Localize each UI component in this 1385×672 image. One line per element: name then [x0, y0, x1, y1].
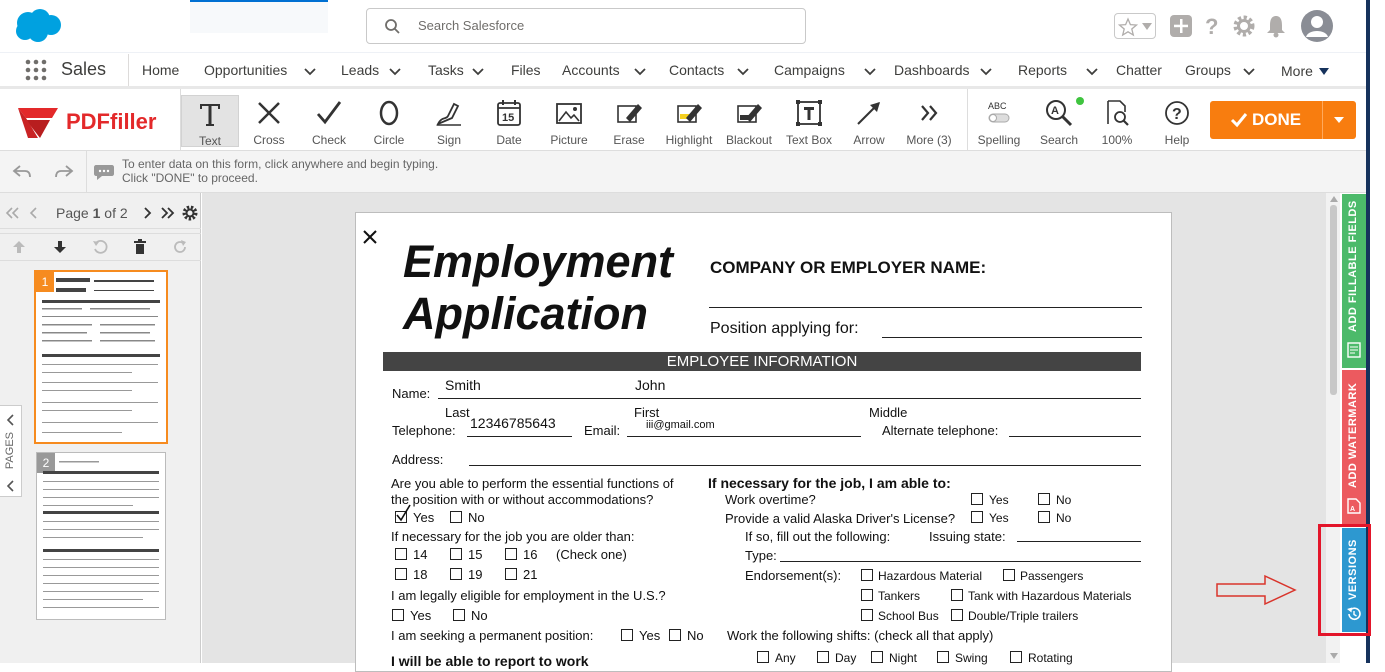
watermark-icon [1347, 498, 1361, 514]
tool-label: Text Box [785, 133, 833, 147]
add-watermark-tab[interactable] [1342, 370, 1366, 524]
essential-no-checkbox[interactable] [450, 511, 462, 523]
text-tool-button[interactable] [181, 95, 239, 147]
highlighter-icon [674, 98, 704, 128]
chevron-left-icon [5, 480, 15, 492]
global-create-icon[interactable] [1168, 13, 1194, 39]
chevron-down-icon[interactable] [387, 63, 403, 79]
prev-page-icon[interactable] [26, 205, 40, 221]
no-label: No [468, 510, 485, 525]
tool-label: Cross [253, 133, 285, 147]
shift-label: Night [889, 651, 918, 665]
zoom-button[interactable] [1088, 95, 1146, 147]
company-label: COMPANY OR EMPLOYER NAME: [710, 258, 987, 277]
address-field[interactable] [469, 465, 1141, 466]
overtime-label: Work overtime? [725, 492, 816, 507]
pages-collapse-tab[interactable] [0, 405, 22, 497]
hazmat-checkbox[interactable] [861, 569, 873, 581]
tool-label: 100% [1101, 133, 1133, 147]
app-launcher-icon[interactable] [24, 58, 48, 82]
yes-label: Yes [413, 510, 435, 525]
yes-label: Yes [989, 511, 1009, 525]
highlight-tool-button[interactable] [660, 95, 718, 147]
shift-rotating-checkbox[interactable] [1010, 651, 1022, 663]
circle-icon [374, 98, 404, 128]
chevron-down-icon[interactable] [302, 63, 318, 79]
endorsement-label: Passengers [1020, 569, 1084, 583]
notifications-bell-icon[interactable] [1263, 13, 1289, 39]
no-label: No [687, 628, 704, 643]
scroll-up-arrow[interactable] [1329, 195, 1339, 203]
tool-label: Date [496, 133, 522, 147]
form-title [403, 236, 673, 340]
tool-label: Sign [436, 133, 462, 147]
side-tab-label: ADD WATERMARK [1347, 382, 1359, 488]
tool-label: Check [311, 133, 346, 147]
shift-label: Day [835, 651, 857, 665]
age-21-checkbox[interactable] [505, 568, 517, 580]
chevron-down-icon[interactable] [978, 63, 994, 79]
sign-tool-button[interactable] [420, 95, 478, 147]
age-16-checkbox[interactable] [505, 548, 517, 560]
page-total: of 2 [104, 205, 128, 221]
picture-icon [554, 98, 584, 128]
nav-label: Tasks [428, 62, 464, 78]
school-bus-checkbox[interactable] [861, 609, 873, 621]
shift-day-checkbox[interactable] [817, 651, 829, 663]
report-question: I will be able to report to work [391, 653, 589, 669]
no-label: No [471, 608, 488, 623]
chevron-left-icon [5, 414, 15, 426]
endorsements-label: Endorsement(s): [745, 568, 842, 583]
if-necessary-heading: If necessary for the job, I am able to: [708, 475, 951, 491]
shifts-label: Work the following shifts: (check all that apply) [727, 628, 994, 643]
license-no-checkbox[interactable] [1038, 511, 1050, 523]
no-label: No [1056, 493, 1072, 507]
app-name: Sales [61, 59, 107, 79]
name-field[interactable] [438, 398, 1141, 399]
tool-label: Picture [550, 133, 588, 147]
info-line-2: Click "DONE" to proceed. [122, 171, 258, 185]
checkmark-icon [1230, 112, 1248, 128]
permanent-question: I am seeking a permanent position: [391, 628, 594, 643]
tool-label: Help [1164, 133, 1190, 147]
info-line-1: To enter data on this form, click anywhere and begin typing. [122, 157, 439, 171]
setup-gear-icon[interactable] [1231, 13, 1257, 39]
chevron-down-icon[interactable] [735, 63, 751, 79]
nav-label: Accounts [562, 62, 620, 78]
help-circle-icon [1162, 98, 1192, 128]
age-15-checkbox[interactable] [450, 548, 462, 560]
calendar-icon [494, 98, 524, 128]
date-tool-button[interactable] [480, 95, 538, 147]
yes-label: Yes [639, 628, 661, 643]
nav-label: More [1281, 63, 1313, 79]
eligible-no-checkbox[interactable] [453, 609, 465, 621]
svg-text:?: ? [1205, 14, 1219, 39]
caret-down-icon [1319, 68, 1329, 76]
move-page-up-icon[interactable] [11, 239, 27, 255]
done-separator [1322, 101, 1323, 139]
nav-item-more[interactable] [1269, 54, 1339, 88]
arrow-icon [854, 98, 884, 128]
nav-label: Files [511, 62, 541, 78]
page-thumbnail-2[interactable] [36, 452, 166, 620]
chevron-down-icon[interactable] [1084, 63, 1100, 79]
tool-label: Text [198, 134, 221, 148]
last-name-value[interactable]: Smith [445, 377, 481, 393]
side-tab-label: VERSIONS [1347, 539, 1359, 600]
text-box-tool-button[interactable] [780, 95, 838, 147]
side-tab-label: ADD FILLABLE FIELDS [1347, 200, 1359, 332]
nav-active-indicator [190, 0, 328, 33]
undo-icon[interactable] [12, 163, 32, 181]
endorsement-label: Tank with Hazardous Materials [968, 589, 1132, 603]
age-label: 18 [413, 567, 428, 582]
tool-label: Search [1039, 133, 1079, 147]
tank-hazmat-checkbox[interactable] [951, 589, 963, 601]
tool-label: More (3) [906, 133, 952, 147]
pages-tab-label: PAGES [4, 432, 16, 470]
nav-divider [128, 54, 129, 86]
nav-item-campaigns[interactable] [762, 53, 882, 87]
done-dropdown-caret[interactable] [1334, 117, 1344, 123]
telephone-value[interactable]: 12346785643 [470, 415, 556, 431]
nav-label: Leads [341, 62, 380, 78]
age-label: 16 [523, 547, 538, 562]
text-box-icon [794, 98, 824, 128]
double-chevron-right-icon [914, 98, 944, 128]
shift-any-checkbox[interactable] [757, 651, 769, 663]
position-label: Position applying for: [710, 320, 859, 337]
page-indicator [56, 205, 128, 221]
first-name-value[interactable]: John [635, 377, 666, 393]
chat-bubble-icon [93, 163, 115, 181]
older-question: If necessary for the job you are older than: [391, 529, 635, 544]
nav-item-files[interactable] [499, 53, 541, 87]
chevron-down-icon[interactable] [632, 63, 648, 79]
annotation-arrow-icon [1215, 574, 1299, 606]
essential-functions-question [391, 476, 674, 508]
overtime-no-checkbox[interactable] [1038, 493, 1050, 505]
favorites-button[interactable] [1114, 13, 1156, 39]
page-prefix: Page [56, 205, 89, 221]
passengers-checkbox[interactable] [1003, 569, 1015, 581]
type-field[interactable] [780, 561, 1141, 562]
form-title-line-1: Employment [403, 236, 674, 287]
more-tools-button[interactable] [900, 95, 958, 147]
yes-label: Yes [410, 608, 432, 623]
section-header: EMPLOYEE INFORMATION [383, 352, 1141, 371]
search-input[interactable] [366, 8, 806, 44]
redo-icon[interactable] [54, 163, 74, 181]
zoom-page-icon [1102, 98, 1132, 128]
search-status-dot [1076, 97, 1084, 105]
tool-label: Spelling [977, 133, 1021, 147]
check-tool-button[interactable] [300, 95, 358, 147]
chevron-down-icon[interactable] [862, 63, 878, 79]
cross-tool-button[interactable] [240, 95, 298, 147]
alt-phone-label: Alternate telephone: [882, 423, 999, 438]
thumbnail-preview [40, 276, 164, 440]
company-field[interactable] [709, 307, 1142, 308]
scroll-down-arrow[interactable] [1329, 652, 1339, 660]
nav-item-opportunities[interactable] [192, 53, 328, 87]
cross-icon [254, 98, 284, 128]
close-x-icon[interactable] [363, 230, 377, 244]
blackout-tool-button[interactable] [720, 95, 778, 147]
eligible-yes-checkbox[interactable] [392, 609, 404, 621]
done-button[interactable] [1210, 101, 1356, 139]
nav-label: Home [142, 62, 180, 78]
pdffiller-logo-icon [16, 100, 62, 140]
age-label: 14 [413, 547, 428, 562]
nav-item-home[interactable] [130, 53, 179, 87]
user-avatar[interactable] [1300, 9, 1334, 43]
name-label: Name: [392, 386, 431, 401]
endorsement-label: School Bus [878, 609, 939, 623]
svg-text:A: A [1350, 506, 1356, 513]
move-page-down-icon[interactable] [52, 239, 68, 255]
no-label: No [1056, 511, 1072, 525]
info-divider [86, 151, 87, 193]
fillable-fields-icon [1347, 342, 1361, 358]
age-19-checkbox[interactable] [450, 568, 462, 580]
done-label: DONE [1252, 110, 1302, 129]
nav-label: Dashboards [894, 62, 970, 78]
check-mark-icon [396, 503, 412, 523]
pdffiller-logo [16, 100, 166, 140]
circle-tool-button[interactable] [360, 95, 418, 147]
erase-tool-button[interactable] [600, 95, 658, 147]
email-value[interactable]: iii@gmail.com [646, 419, 715, 431]
license-yes-checkbox[interactable] [971, 511, 983, 523]
svg-text:?: ? [1172, 106, 1182, 123]
page-current[interactable]: 1 [92, 205, 101, 221]
nav-item-accounts[interactable] [550, 53, 654, 87]
search-icon [383, 17, 403, 37]
help-tool-button[interactable] [1148, 95, 1206, 147]
search-placeholder: Search Salesforce [418, 18, 525, 33]
picture-tool-button[interactable] [540, 95, 598, 147]
age-label: 19 [468, 567, 483, 582]
age-18-checkbox[interactable] [395, 568, 407, 580]
if-so-label: If so, fill out the following: [745, 529, 891, 544]
thumbnail-number: 2 [37, 453, 55, 473]
info-text [122, 157, 438, 185]
pdffiller-logo-text: PDFfiller [66, 109, 157, 134]
essential-line-1: Are you able to perform the essential functions of [391, 476, 674, 491]
shift-label: Swing [955, 651, 988, 665]
nav-item-chatter[interactable] [1104, 53, 1162, 87]
thumbnail-number: 1 [36, 272, 54, 292]
svg-text:A: A [1051, 105, 1059, 117]
highlight-annotation-box [1318, 524, 1371, 636]
page-settings-gear-icon[interactable] [181, 204, 199, 222]
first-page-icon[interactable] [4, 205, 20, 221]
nav-label: Opportunities [204, 62, 288, 78]
alt-phone-field[interactable] [1009, 436, 1141, 437]
shift-label: Rotating [1028, 651, 1073, 665]
age-14-checkbox[interactable] [395, 548, 407, 560]
tool-label: Arrow [853, 133, 885, 147]
essential-line-2: the position with or without accommodations? [391, 492, 654, 507]
shift-night-checkbox[interactable] [871, 651, 883, 663]
eraser-icon [614, 98, 644, 128]
tankers-checkbox[interactable] [861, 589, 873, 601]
shift-label: Any [775, 651, 796, 665]
nav-item-leads[interactable] [329, 53, 409, 87]
nav-item-reports[interactable] [1006, 53, 1106, 87]
toolbar-divider [967, 89, 968, 151]
search-text-icon [1044, 98, 1074, 128]
double-triple-checkbox[interactable] [951, 609, 963, 621]
issuing-state-field[interactable] [1017, 541, 1141, 542]
telephone-field[interactable] [467, 436, 572, 437]
age-label: 21 [523, 567, 538, 582]
nav-label: Contacts [669, 62, 725, 78]
sign-icon [434, 98, 464, 128]
thumbnail-preview [41, 457, 163, 617]
nav-label: Reports [1018, 62, 1068, 78]
help-icon[interactable] [1199, 13, 1225, 39]
rotate-page-icon[interactable] [92, 239, 108, 255]
scrollbar-thumb[interactable] [1330, 205, 1337, 395]
yes-label: Yes [989, 493, 1009, 507]
email-field[interactable] [627, 436, 861, 437]
address-label: Address: [392, 452, 444, 467]
svg-text:15: 15 [502, 112, 515, 124]
eligible-question: I am legally eligible for employment in the U.S.? [391, 588, 666, 603]
salesforce-logo[interactable] [14, 9, 62, 43]
last-page-icon[interactable] [160, 205, 176, 221]
blackout-icon [734, 98, 764, 128]
overtime-yes-checkbox[interactable] [971, 493, 983, 505]
nav-item-contacts[interactable] [657, 53, 757, 87]
issuing-state-label: Issuing state: [929, 529, 1006, 544]
permanent-yes-checkbox[interactable] [621, 629, 633, 641]
next-page-icon[interactable] [141, 205, 155, 221]
endorsement-label: Tankers [878, 589, 921, 603]
telephone-label: Telephone: [392, 423, 456, 438]
last-label: Last [445, 405, 470, 420]
check-one-note: (Check one) [556, 547, 627, 562]
spelling-toggle[interactable] [970, 95, 1028, 147]
tool-label: Highlight [665, 133, 713, 147]
endorsement-label: Double/Triple trailers [968, 609, 1079, 623]
chevron-down-icon [1142, 23, 1152, 31]
type-label: Type: [745, 548, 777, 563]
svg-text:ABC: ABC [988, 101, 1007, 111]
text-icon [195, 99, 225, 129]
alaska-license-label: Provide a valid Alaska Driver's License? [725, 511, 956, 526]
email-label: Email: [584, 423, 621, 438]
tool-label: Erase [613, 133, 645, 147]
endorsement-label: Hazardous Material [878, 569, 983, 583]
refresh-icon[interactable] [172, 239, 188, 255]
star-icon [1118, 17, 1138, 37]
spelling-icon [984, 98, 1014, 128]
shift-swing-checkbox[interactable] [937, 651, 949, 663]
permanent-no-checkbox[interactable] [669, 629, 681, 641]
nav-item-tasks[interactable] [416, 53, 492, 87]
first-label: First [634, 405, 660, 420]
nav-item-dashboards[interactable] [882, 53, 1000, 87]
tool-label: Blackout [725, 133, 773, 147]
middle-label: Middle [869, 405, 908, 420]
nav-label: Groups [1185, 62, 1231, 78]
position-field[interactable] [882, 337, 1142, 338]
tool-label: Circle [373, 133, 405, 147]
add-fillable-fields-tab[interactable] [1342, 194, 1366, 368]
check-icon [314, 98, 344, 128]
nav-label: Chatter [1116, 62, 1162, 78]
delete-page-icon[interactable] [132, 239, 148, 255]
nav-item-groups[interactable] [1173, 53, 1265, 87]
nav-label: Campaigns [774, 62, 845, 78]
chevron-down-icon[interactable] [470, 63, 486, 79]
chevron-down-icon[interactable] [1241, 63, 1257, 79]
age-label: 15 [468, 547, 483, 562]
form-title-line-2: Application [403, 288, 648, 339]
page-thumbnail-1[interactable] [34, 270, 168, 444]
arrow-tool-button[interactable] [840, 95, 898, 147]
